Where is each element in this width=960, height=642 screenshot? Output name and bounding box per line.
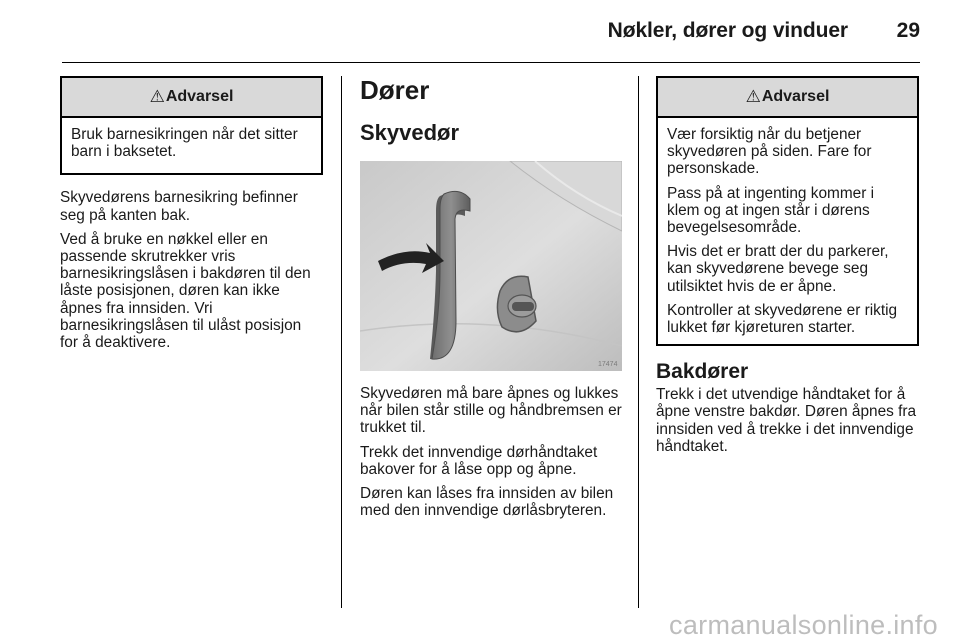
sliding-door-handle-photo: [360, 161, 622, 371]
column-middle: [360, 76, 622, 526]
warning-paragraph: Kontroller at skyvedørene er riktig lukket før kjøreturen starter.: [667, 301, 898, 337]
watermark: carmanualsonline.info: [669, 610, 938, 640]
warning-title: Advarsel: [165, 88, 234, 106]
image-code: 17474: [598, 361, 618, 368]
paragraph: Skyvedørens barnesikring befinner seg på kanten bak.: [60, 189, 298, 224]
paragraph: Trekk i det utvendige håndtaket for å åpne venstre bakdør. Døren åpnes fra innsiden ved å trekke i det innvendige håndtaket.: [656, 386, 917, 455]
section-heading: Dører: [360, 75, 430, 105]
warning-triangle-icon: ⚠: [149, 87, 165, 107]
paragraph: Ved å bruke en nøkkel eller en passende skrutrekker vris barnesikringslåsen i bakdøren til den låste posisjonen, døren kan ikke åpnes fra innsiden. Vri barnesikringslåsen til ulåst posisjon for å deaktivere.: [60, 230, 311, 352]
warning-title: Advarsel: [761, 88, 830, 106]
paragraph: Trekk det innvendige dørhåndtaket bakover for å låse opp og åpne.: [360, 443, 598, 478]
warning-text: Bruk barnesikringen når det sitter barn i baksetet.: [71, 126, 298, 161]
column-divider-2: [638, 76, 639, 608]
column-divider-1: [341, 76, 342, 608]
warning-paragraph: Hvis det er bratt der du parkerer, kan skyvedørene bevege seg utilsiktet hvis de er åpne.: [667, 243, 889, 295]
warning-header: [658, 78, 917, 118]
page-title: Nøkler, dører og vinduer: [607, 19, 848, 42]
subsection-heading: Skyvedør: [360, 120, 460, 145]
warning-body: [658, 118, 917, 344]
column-right: [656, 76, 919, 462]
warning-paragraph: Pass på at ingenting kommer i klem og at ingen står i dørens bevegelsesområde.: [667, 184, 875, 237]
warning-triangle-icon: ⚠: [745, 87, 761, 107]
warning-header: [62, 78, 321, 118]
warning-paragraph: Vær forsiktig når du betjener skyvedøren på siden. Fare for personskade.: [667, 126, 872, 178]
page-number: 29: [896, 19, 920, 42]
subsection-heading: Bakdører: [656, 360, 749, 384]
warning-box-sliding-door: [656, 76, 919, 346]
header-rule: [62, 62, 920, 63]
paragraph: Døren kan låses fra innsiden av bilen med den innvendige dørlåsbryteren.: [360, 485, 614, 520]
paragraph: Skyvedøren må bare åpnes og lukkes når bilen står stille og håndbremsen er trukket til.: [360, 385, 622, 437]
column-left: [60, 76, 323, 358]
warning-body: [62, 118, 321, 173]
warning-box-child-lock: [60, 76, 323, 175]
